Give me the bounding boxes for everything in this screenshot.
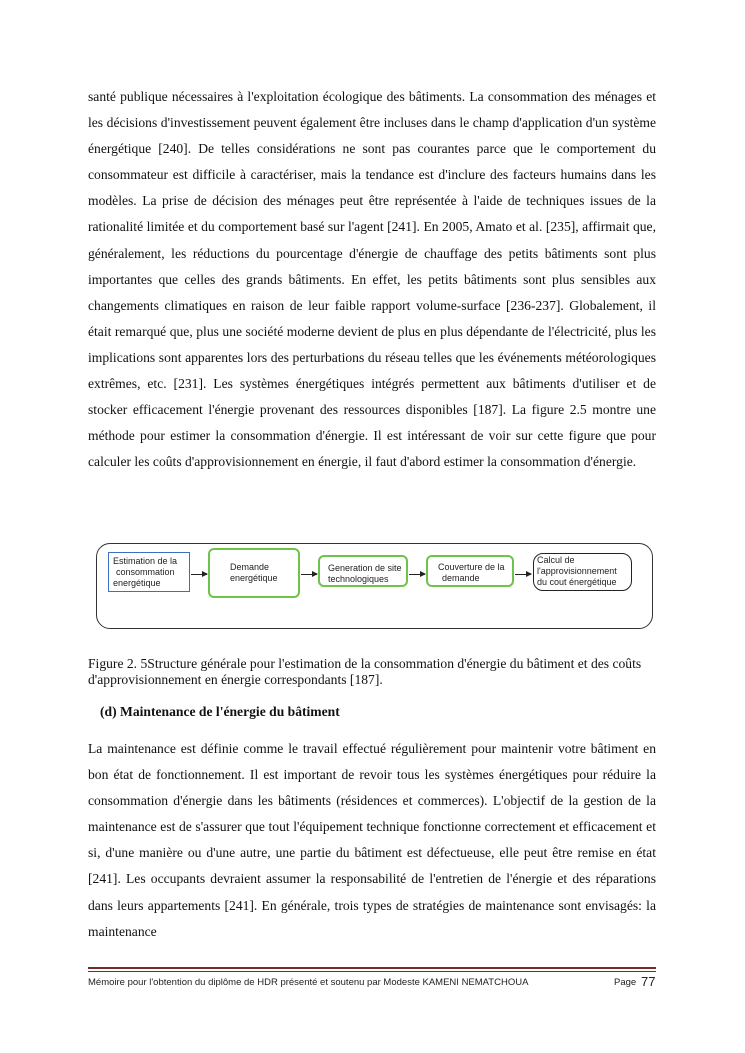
flow-box-demand-coverage [426, 555, 514, 587]
body-paragraph-2: La maintenance est définie comme le travail effectué régulièrement pour maintenir votre bâtiment en bon état de fonctionnement. Il est important de revoir tous les systèmes énergétiques pour réduire la consommation d'énergie dans les bâtiments (résidences et commerces). L'objectif de la gestion de la maintenance est de s'assurer que tout l'équipement technique fonctionne correctement et efficacement et si, d'une manière ou d'une autre, une partie du bâtiment est défectueuse, elle peut être remise en état [241]. Les occupants devraient assumer la responsabilité de l'entretien de l'énergie et des réparations dans leurs appartements [241]. En générale, trois types de stratégies de maintenance sont envisagés: la maintenance [88, 741, 656, 939]
box1-line2: consommation [116, 567, 175, 577]
box1-line3: energétique [113, 578, 161, 588]
footer-text: Mémoire pour l'obtention du diplôme de HDR présenté et soutenu par Modeste KAMENI NEMATCHOUA [88, 977, 529, 988]
flow-arrow-1 [191, 574, 207, 575]
flow-box-consumption-estimation [108, 552, 190, 592]
box4-line1: Couverture de la [438, 562, 505, 572]
flow-box-site-generation [318, 555, 408, 587]
box3-line1: Generation de site [328, 563, 402, 573]
flow-arrow-2 [301, 574, 317, 575]
flow-arrow-4 [515, 574, 531, 575]
box2-line2: energétique [230, 573, 278, 583]
box5-line3: du cout énergétique [537, 577, 617, 587]
energy-estimation-flow-diagram [96, 543, 653, 629]
figure-caption: Figure 2. 5Structure générale pour l'estimation de la consommation d'énergie du bâtiment et des coûts d'approvisionnement en énergie correspondants [187]. [88, 656, 642, 687]
flow-arrow-3 [409, 574, 425, 575]
box3-line2: technologiques [328, 574, 389, 584]
footer-rule-thick [88, 967, 656, 969]
flow-box-energy-demand [208, 548, 300, 598]
flow-box-supply-cost-calculation [533, 553, 632, 591]
box5-line2: l'approvisionnement [537, 566, 617, 576]
section-heading: (d) Maintenance de l'énergie du bâtiment [100, 704, 340, 719]
page-label: Page [614, 977, 637, 988]
box2-line1: Demande [230, 562, 270, 572]
page-number: 77 [641, 974, 656, 989]
box4-line2: demande [442, 573, 480, 583]
body-paragraph-1: santé publique nécessaires à l'exploitation écologique des bâtiments. La consommation des ménages et les décisions d'investissement peuvent également être incluses dans le champ d'application d'un système énergétique [240]. De telles considérations ne sont pas courantes parce que le comportement du consommateur est difficile à caractériser, mais la tendance est d'inclure des facteurs humains dans les modèles. La prise de décision des ménages peut être représentée à l'aide de techniques issues de la rationalité limitée et du comportement basé sur l'agent [241]. En 2005, Amato et al. [235], affirmait que, généralement, les réductions du pourcentage d'énergie de chauffage des petits bâtiments sont plus importantes que celles des grands bâtiments. En effet, les petits bâtiments sont plus sensibles aux changements climatiques en raison de leur faible rapport volume-surface [236-237]. Globalement, il était remarqué que, plus une société moderne devient de plus en plus dépendante de l'électricité, plus les implications sont apparentes lors des perturbations du réseau telles que les événements météorologiques extrêmes, etc. [231]. Les systèmes énergétiques intégrés permettent aux bâtiments d'utiliser et de stocker efficacement l'énergie provenant des ressources disponibles [187]. La figure 2.5 montre une méthode pour estimer la consommation d'énergie. Il est intéressant de voir sur cette figure que pour calculer les coûts d'approvisionnement en énergie, il faut d'abord estimer la consommation d'énergie. [88, 89, 656, 470]
box5-line1: Calcul de [537, 555, 575, 565]
box1-line1: Estimation de la [113, 556, 178, 566]
footer-rule-thin [88, 971, 656, 972]
